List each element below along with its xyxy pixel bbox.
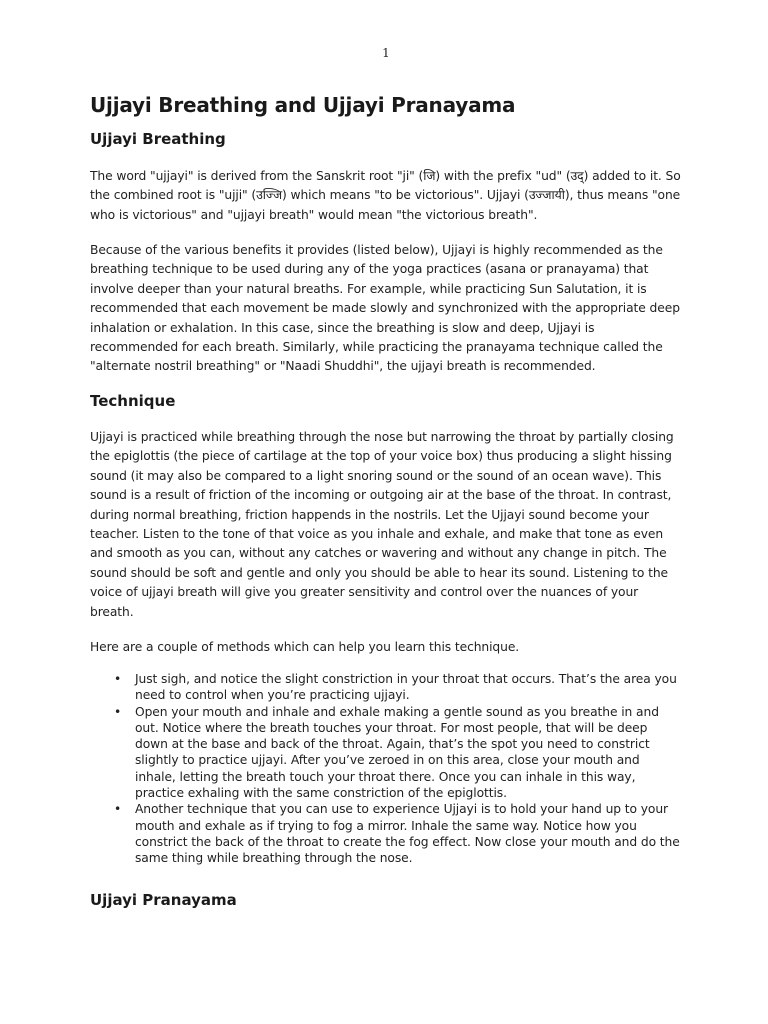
section-heading-ujjayi-pranayama: Ujjayi Pranayama — [90, 891, 237, 909]
paragraph-methods-intro: Here are a couple of methods which can help you learn this technique. — [90, 640, 520, 654]
paragraph-technique-description: Ujjayi is practiced while breathing through the nose but narrowing the throat by partially closing the epiglottis (the piece of cartilage at the top of your voice box) thus producing a slight hissing sound (it may also be compared to a light snoring sound or the sound of an ocean wave). This sound is a result of friction of the incoming or outgoing air at the base of the throat. In contrast, during normal breathing, friction happends in the nostrils. Let the Ujjayi sound become your teacher. Listen to the tone of that voice as you inhale and exhale, and make that tone as even and smooth as you can, without any catches or wavering and without any change in pitch. The sound should be soft and gentle and only you should be able to hear its sound. Listening to the voice of ujjayi breath will give you greater sensitivity and control over the nuances of your breath. — [90, 430, 674, 619]
section-heading-technique: Technique — [90, 392, 176, 410]
paragraph-benefits: Because of the various benefits it provides (listed below), Ujjayi is highly recommended as the breathing technique to be used during any of the yoga practices (asana or pranayama) that involve deeper than your natural breaths. For example, while practicing Sun Salutation, it is recommended that each movement be made slowly and synchronized with the appropriate deep inhalation or exhalation. In this case, since the breathing is slow and deep, Ujjayi is recommended for each breath. Similarly, while practicing the pranayama technique called the "alternate nostril breathing" or "Naadi Shuddhi", the ujjayi breath is recommended. — [90, 243, 680, 374]
bullet-marker: • — [114, 672, 122, 686]
list-item-text: Another technique that you can use to experience Ujjayi is to hold your hand up to your mouth and exhale as if trying to fog a mirror. Inhale the same way. Notice how you constrict the back of the throat to create the fog effect. Now close your mouth and do the same thing while breathing through the nose. — [135, 802, 680, 866]
list-item — [90, 704, 682, 802]
section-heading-ujjayi-breathing: Ujjayi Breathing — [90, 130, 226, 148]
paragraph-etymology: The word "ujjayi" is derived from the Sanskrit root "ji" (जि) with the prefix "ud" (उद्) added to it. So the combined root is "ujji" (उज्जि) which means "to be victorious". Ujjayi (उज्जायी), thus means "one who is victorious" and "ujjayi breath" would mean "the victorious breath". — [90, 169, 681, 222]
bullet-marker: • — [114, 704, 122, 719]
methods-list — [90, 671, 682, 867]
list-item — [90, 801, 682, 866]
list-item-text: Just sigh, and notice the slight constriction in your throat that occurs. That’s the area you need to control when you’re practicing ujjayi. — [135, 672, 677, 703]
page-number: 1 — [382, 46, 390, 60]
list-item — [90, 671, 682, 704]
document-title: Ujjayi Breathing and Ujjayi Pranayama — [90, 93, 516, 117]
bullet-marker: • — [114, 802, 122, 817]
list-item-text: Open your mouth and inhale and exhale making a gentle sound as you breathe in and out. Notice where the breath touches your throat. For most people, that will be deep down at the base and back of the throat. Again, that’s the spot you need to constrict slightly to practice ujjayi. After you’ve zeroed in on this area, close your mouth and inhale, letting the breath touch your throat there. Once you can inhale in this way, practice exhaling with the same constriction of the epiglottis. — [135, 704, 659, 801]
